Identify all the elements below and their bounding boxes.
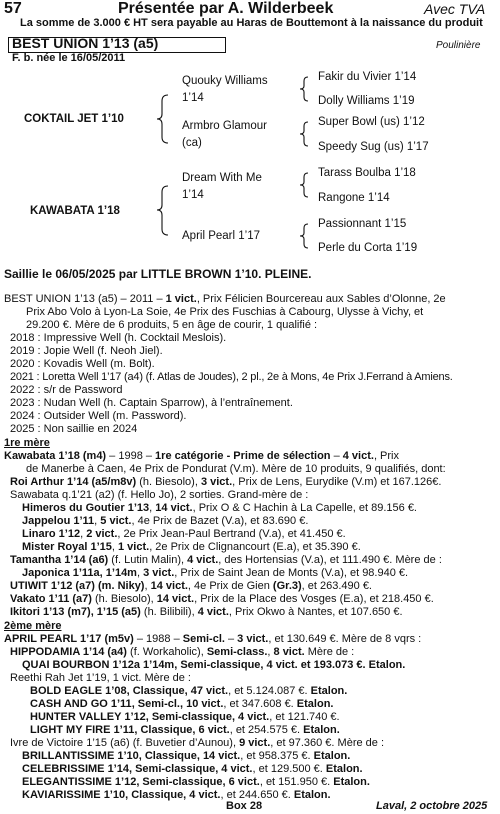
grandchild-sep: ,: [149, 502, 156, 514]
grandchild-sep: ,: [94, 515, 101, 527]
son-class: , Semi-classique, 4 vict.: [145, 711, 270, 723]
pedigree-sire: COKTAIL JET 1’10: [24, 113, 124, 125]
tamantha: [10, 554, 442, 567]
roi-arthur: [10, 476, 441, 489]
hippodamia-sire: (f. Workaholic),: [126, 646, 207, 658]
produce-1: 2019 : Jopie Well (f. Neoh Jiel).: [10, 345, 163, 357]
grandchild-wins: 1 vict.: [118, 541, 150, 553]
tamantha-name: Tamantha 1’14 (a6): [10, 554, 109, 566]
first-dam-wins: 4 vict.: [342, 450, 374, 462]
son-2: [30, 711, 340, 724]
hippodamia-wins: 8 vict.: [273, 646, 305, 658]
ikitori: [10, 606, 403, 619]
son-name: CASH AND GO 1’11: [30, 698, 132, 710]
grandchild-wins: 5 vict.: [100, 515, 132, 527]
son2-1: [22, 763, 363, 776]
sawabata: Sawabata q.1’21 (a2) (f. Hello Jo), 2 sorties. Grand-mère de :: [10, 489, 309, 501]
pedigree-ggp-5: Tarass Boulba 1’18: [318, 167, 416, 179]
pedigree-ggp-8: Perle du Corta 1’19: [318, 242, 418, 254]
grandchild-wins: 2 vict.: [86, 528, 118, 540]
ivre-wins: 9 vict.: [239, 737, 271, 749]
career-line-2: Prix Abo Volo à Lyon-La Soie, 4e Prix des Fuschias à Cabourg, Ulysse à Vichy, et: [26, 306, 424, 318]
son-class: , Semi-classique, 6 vict.: [136, 776, 260, 788]
grandchild-rest: , Prix O & C Hachin à La Capelle, et 89.156 €.: [192, 502, 417, 514]
son-name: ELEGANTISSIME 1’12: [22, 776, 137, 788]
ivre-rest: , et 97.360 €. Mère de :: [270, 737, 385, 749]
april-pearl-name: APRIL PEARL 1’17: [4, 633, 102, 645]
pedigree-sire-sire: Quouky Williams: [182, 75, 268, 87]
japonica-rest: , Prix de Saint Jean de Monts (V.a), et 98.940 €.: [174, 567, 409, 579]
pedigree-dam-sire: Dream With Me: [182, 172, 262, 184]
utiwit-group: (Gr.3): [272, 580, 302, 592]
pedigree-ggp-2: Dolly Williams 1’19: [318, 95, 415, 107]
pedigree-ggp-6: Rangone 1’14: [318, 192, 390, 204]
grandchild-name: Himeros du Goutier 1’13: [22, 502, 150, 514]
roi-wins: 3 vict.: [200, 476, 233, 488]
produce-2: 2020 : Kovadis Well (m. Bolt).: [10, 358, 155, 370]
pedigree-ggp-1: Fakir du Vivier 1’14: [318, 71, 417, 83]
produce-6: 2024 : Outsider Well (m. Password).: [10, 410, 187, 422]
son-name: KAVIARISSIME 1’10: [22, 789, 126, 801]
first-dam-sep: –: [330, 450, 343, 462]
career-line-3: 29.200 €. Mère de 6 produits, 5 en âge de courir, 1 qualifié :: [26, 319, 318, 331]
box-number: Box 28: [226, 800, 263, 812]
lot-number: 57: [4, 0, 22, 17]
horse-birth: F. b. née le 16/05/2011: [12, 52, 126, 64]
utiwit-sep: ,: [144, 580, 151, 592]
hippodamia-rest: Mère de :: [304, 646, 355, 658]
career-wins: 1 vict.: [165, 293, 197, 305]
son-0: [30, 685, 347, 698]
hippodamia-class: Semi-class.: [206, 646, 268, 658]
son-name: CELEBRISSIME 1’14: [22, 763, 129, 775]
utiwit-wins: 14 vict.: [150, 580, 188, 592]
grandchild-rest: , 2e Prix de Clignancourt (E.a), et 35.390 €.: [149, 541, 361, 553]
son2-3: [22, 789, 331, 802]
japonica-wins: 3 vict.: [143, 567, 175, 579]
vakato: [10, 593, 434, 606]
horse-category: Poulinière: [436, 40, 481, 51]
vakato-wins: 14 vict.: [156, 593, 195, 605]
produce-5: 2023 : Nudan Well (h. Captain Sparrow), à l’entraînement.: [10, 397, 293, 409]
son-etalon: Etalon.: [310, 750, 351, 762]
career-text-end: , Prix Félicien Bourcereau aux Sables d’Olonne, 2e: [196, 293, 446, 305]
utiwit: [10, 580, 372, 593]
son-earnings: , et 958.375 €.: [240, 750, 311, 762]
grandchild-wins: 14 vict.: [155, 502, 193, 514]
grandchild-sep: ,: [80, 528, 87, 540]
first-dam-intro: [4, 450, 399, 463]
produce-4: 2022 : s/r de Password: [10, 384, 123, 396]
son-class: , Classique, 4 vict.: [125, 789, 221, 801]
son-class: , Semi-cl., 10 vict.: [131, 698, 224, 710]
hippodamia: [10, 646, 354, 659]
produce-3: 2021 : Loretta Well 1’17 (a4) (f. Atlas de Joudes), 2 pl., 2e à Mons, 4e Prix J.Ferrand à Amiens.: [10, 371, 453, 383]
pedigree-ggp-3: Super Bowl (us) 1’12: [318, 116, 425, 128]
son-earnings: , et 244.650 €.: [220, 789, 291, 801]
son-etalon: Etalon.: [330, 776, 370, 788]
april-pearl-year: – 1988 –: [133, 633, 183, 645]
grandchild-name: Mister Royal 1’15: [22, 541, 112, 553]
first-dam-category: 1re catégorie - Prime de sélection: [155, 450, 331, 462]
roi-name: Roi Arthur 1’14 (a5/m8v): [10, 476, 137, 488]
utiwit-name: UTIWIT 1’12 (a7) (m. Niky): [10, 580, 145, 592]
grandchild-name: Linaro 1’12: [22, 528, 81, 540]
saillie-line: Saillie le 06/05/2025 par LITTLE BROWN 1’10. PLEINE.: [4, 267, 312, 281]
april-pearl-sep: –: [224, 633, 238, 645]
japonica: [22, 567, 408, 580]
son-etalon: Etalon.: [307, 685, 348, 697]
son2-2: [22, 776, 370, 789]
first-dam-name: Kawabata 1’18 (m4): [4, 450, 107, 462]
japonica-name: Japonica 1’11a, 1’14m: [22, 567, 137, 579]
vakato-rest: , Prix de la Place des Vosges (E.a), et 218.450 €.: [194, 593, 434, 605]
ivre-name: Ivre de Victoire 1’15 (a6) (f. Buvetier d’Aunou),: [10, 737, 240, 749]
son-earnings: , et 151.950 €.: [259, 776, 331, 788]
grandchild-2: [22, 528, 346, 541]
son-etalon: Etalon.: [293, 698, 334, 710]
vakato-name: Vakato 1’11 (a7): [10, 593, 92, 605]
april-pearl-wins: 3 vict.: [237, 633, 269, 645]
son-earnings: , et 347.608 €.: [223, 698, 294, 710]
pedigree-sire-sire-time: 1’14: [182, 92, 204, 104]
utiwit-prix: , 4e Prix de Gien: [187, 580, 273, 592]
second-dam-heading: 2ème mère: [4, 620, 62, 632]
career-text: BEST UNION 1’13 (a5) – 2011 –: [4, 293, 166, 305]
ikitori-name: Ikitori 1’13 (m7), 1’15 (a5): [10, 606, 141, 618]
son-1: [30, 698, 333, 711]
grandchild-0: [22, 502, 417, 515]
horse-name: BEST UNION 1’13 (a5): [12, 35, 159, 51]
son-etalon: Etalon.: [322, 763, 363, 775]
hippodamia-name: HIPPODAMIA 1’14 (a4): [10, 646, 127, 658]
april-pearl-rest: , et 130.649 €. Mère de 8 vqrs :: [268, 633, 422, 645]
son-class: , Classique, 14 vict.: [138, 750, 241, 762]
pedigree-ggp-4: Speedy Sug (us) 1’17: [318, 141, 429, 153]
produce-7: 2025 : Non saillie en 2024: [10, 423, 138, 435]
son-name: LIGHT MY FIRE 1’11: [30, 724, 135, 736]
april-pearl: [4, 633, 421, 646]
pedigree-brackets: [0, 0, 500, 270]
first-dam-year: – 1998 –: [106, 450, 156, 462]
son-class: , Semi-classique, 4 vict.: [128, 763, 253, 775]
grandchild-rest: , 2e Prix Jean-Paul Bertrand (V.a), et 41.450 €.: [117, 528, 346, 540]
april-pearl-class: Semi-cl.: [182, 633, 225, 645]
reethi-rah: Reethi Rah Jet 1’19, 1 vict. Mère de :: [10, 672, 191, 684]
first-dam-prix: , Prix: [373, 450, 399, 462]
son-name: BRILLANTISSIME 1’10: [22, 750, 139, 762]
hippodamia-sep: ,: [267, 646, 274, 658]
ikitori-rest: , Prix Okwo à Nantes, et 107.650 €.: [228, 606, 403, 618]
son-etalon: Etalon.: [300, 724, 340, 736]
son-etalon: Etalon.: [290, 789, 331, 801]
japonica-sep: ,: [136, 567, 144, 579]
roi-sire: (h. Biesolo),: [136, 476, 201, 488]
first-dam-heading: 1re mère: [4, 437, 50, 449]
roi-rest: , Prix de Lens, Eurydike (V.m) et 167.126€.: [232, 476, 442, 488]
son-class: , Classique, 6 vict.: [134, 724, 230, 736]
son-earnings: , et 5.124.087 €.: [228, 685, 308, 697]
grandchild-rest: , 4e Prix de Bazet (V.a), et 83.690 €.: [131, 515, 309, 527]
son-class: , Classique, 47 vict.: [126, 685, 229, 697]
ivre-de-victoire: [10, 737, 384, 750]
pedigree-dam-dam: April Pearl 1’17: [182, 230, 260, 242]
payment-note: La somme de 3.000 € HT sera payable au Haras de Bouttemont à la naissance du produit: [20, 17, 483, 29]
tamantha-sire: (f. Lutin Malin),: [108, 554, 188, 566]
pedigree-dam: KAWABATA 1’18: [30, 205, 120, 217]
grandchild-sep: ,: [111, 541, 118, 553]
tva-note: Avec TVA: [424, 1, 486, 17]
son-name: BOLD EAGLE 1’08: [30, 685, 127, 697]
vakato-sire: (h. Biesolo),: [91, 593, 157, 605]
son-earnings: , et 254.575 €.: [229, 724, 301, 736]
page-title: Présentée par A. Wilderbeek: [118, 0, 334, 17]
sale-location-date: Laval, 2 octobre 2025: [376, 800, 488, 812]
quai-bourbon: QUAI BOURBON 1’12a 1’14m, Semi-classique, 4 vict. et 193.073 €. Etalon.: [22, 659, 406, 671]
ikitori-sire: (h. Bilibili),: [140, 606, 198, 618]
pedigree-sire-dam-origin: (ca): [182, 137, 202, 149]
utiwit-earnings: , et 263.490 €.: [301, 580, 372, 592]
career-line-1: [4, 293, 446, 306]
produce-0: 2018 : Impressive Well (h. Cocktail Meslois).: [10, 332, 227, 344]
tamantha-wins: 4 vict.: [187, 554, 219, 566]
son-earnings: , et 129.500 €.: [252, 763, 323, 775]
april-pearl-record: (m5v): [101, 633, 134, 645]
son2-0: [22, 750, 350, 763]
pedigree-ggp-7: Passionnant 1’15: [318, 218, 407, 230]
grandchild-3: [22, 541, 361, 554]
son-name: HUNTER VALLEY 1’12: [30, 711, 146, 723]
grandchild-1: [22, 515, 308, 528]
first-dam-line-2: de Manerbe à Caen, 4e Prix de Pondurat (V.m). Mère de 10 produits, 9 qualifiés, dont:: [26, 463, 446, 475]
tamantha-rest: , des Hortensias (V.a), et 111.490 €. Mère de :: [218, 554, 442, 566]
pedigree-sire-dam: Armbro Glamour: [182, 120, 267, 132]
son-3: [30, 724, 340, 737]
pedigree-dam-sire-time: 1’14: [182, 189, 204, 201]
ikitori-wins: 4 vict.: [197, 606, 229, 618]
grandchild-name: Jappelou 1’11: [22, 515, 95, 527]
son-earnings: , et 121.740 €.: [269, 711, 340, 723]
